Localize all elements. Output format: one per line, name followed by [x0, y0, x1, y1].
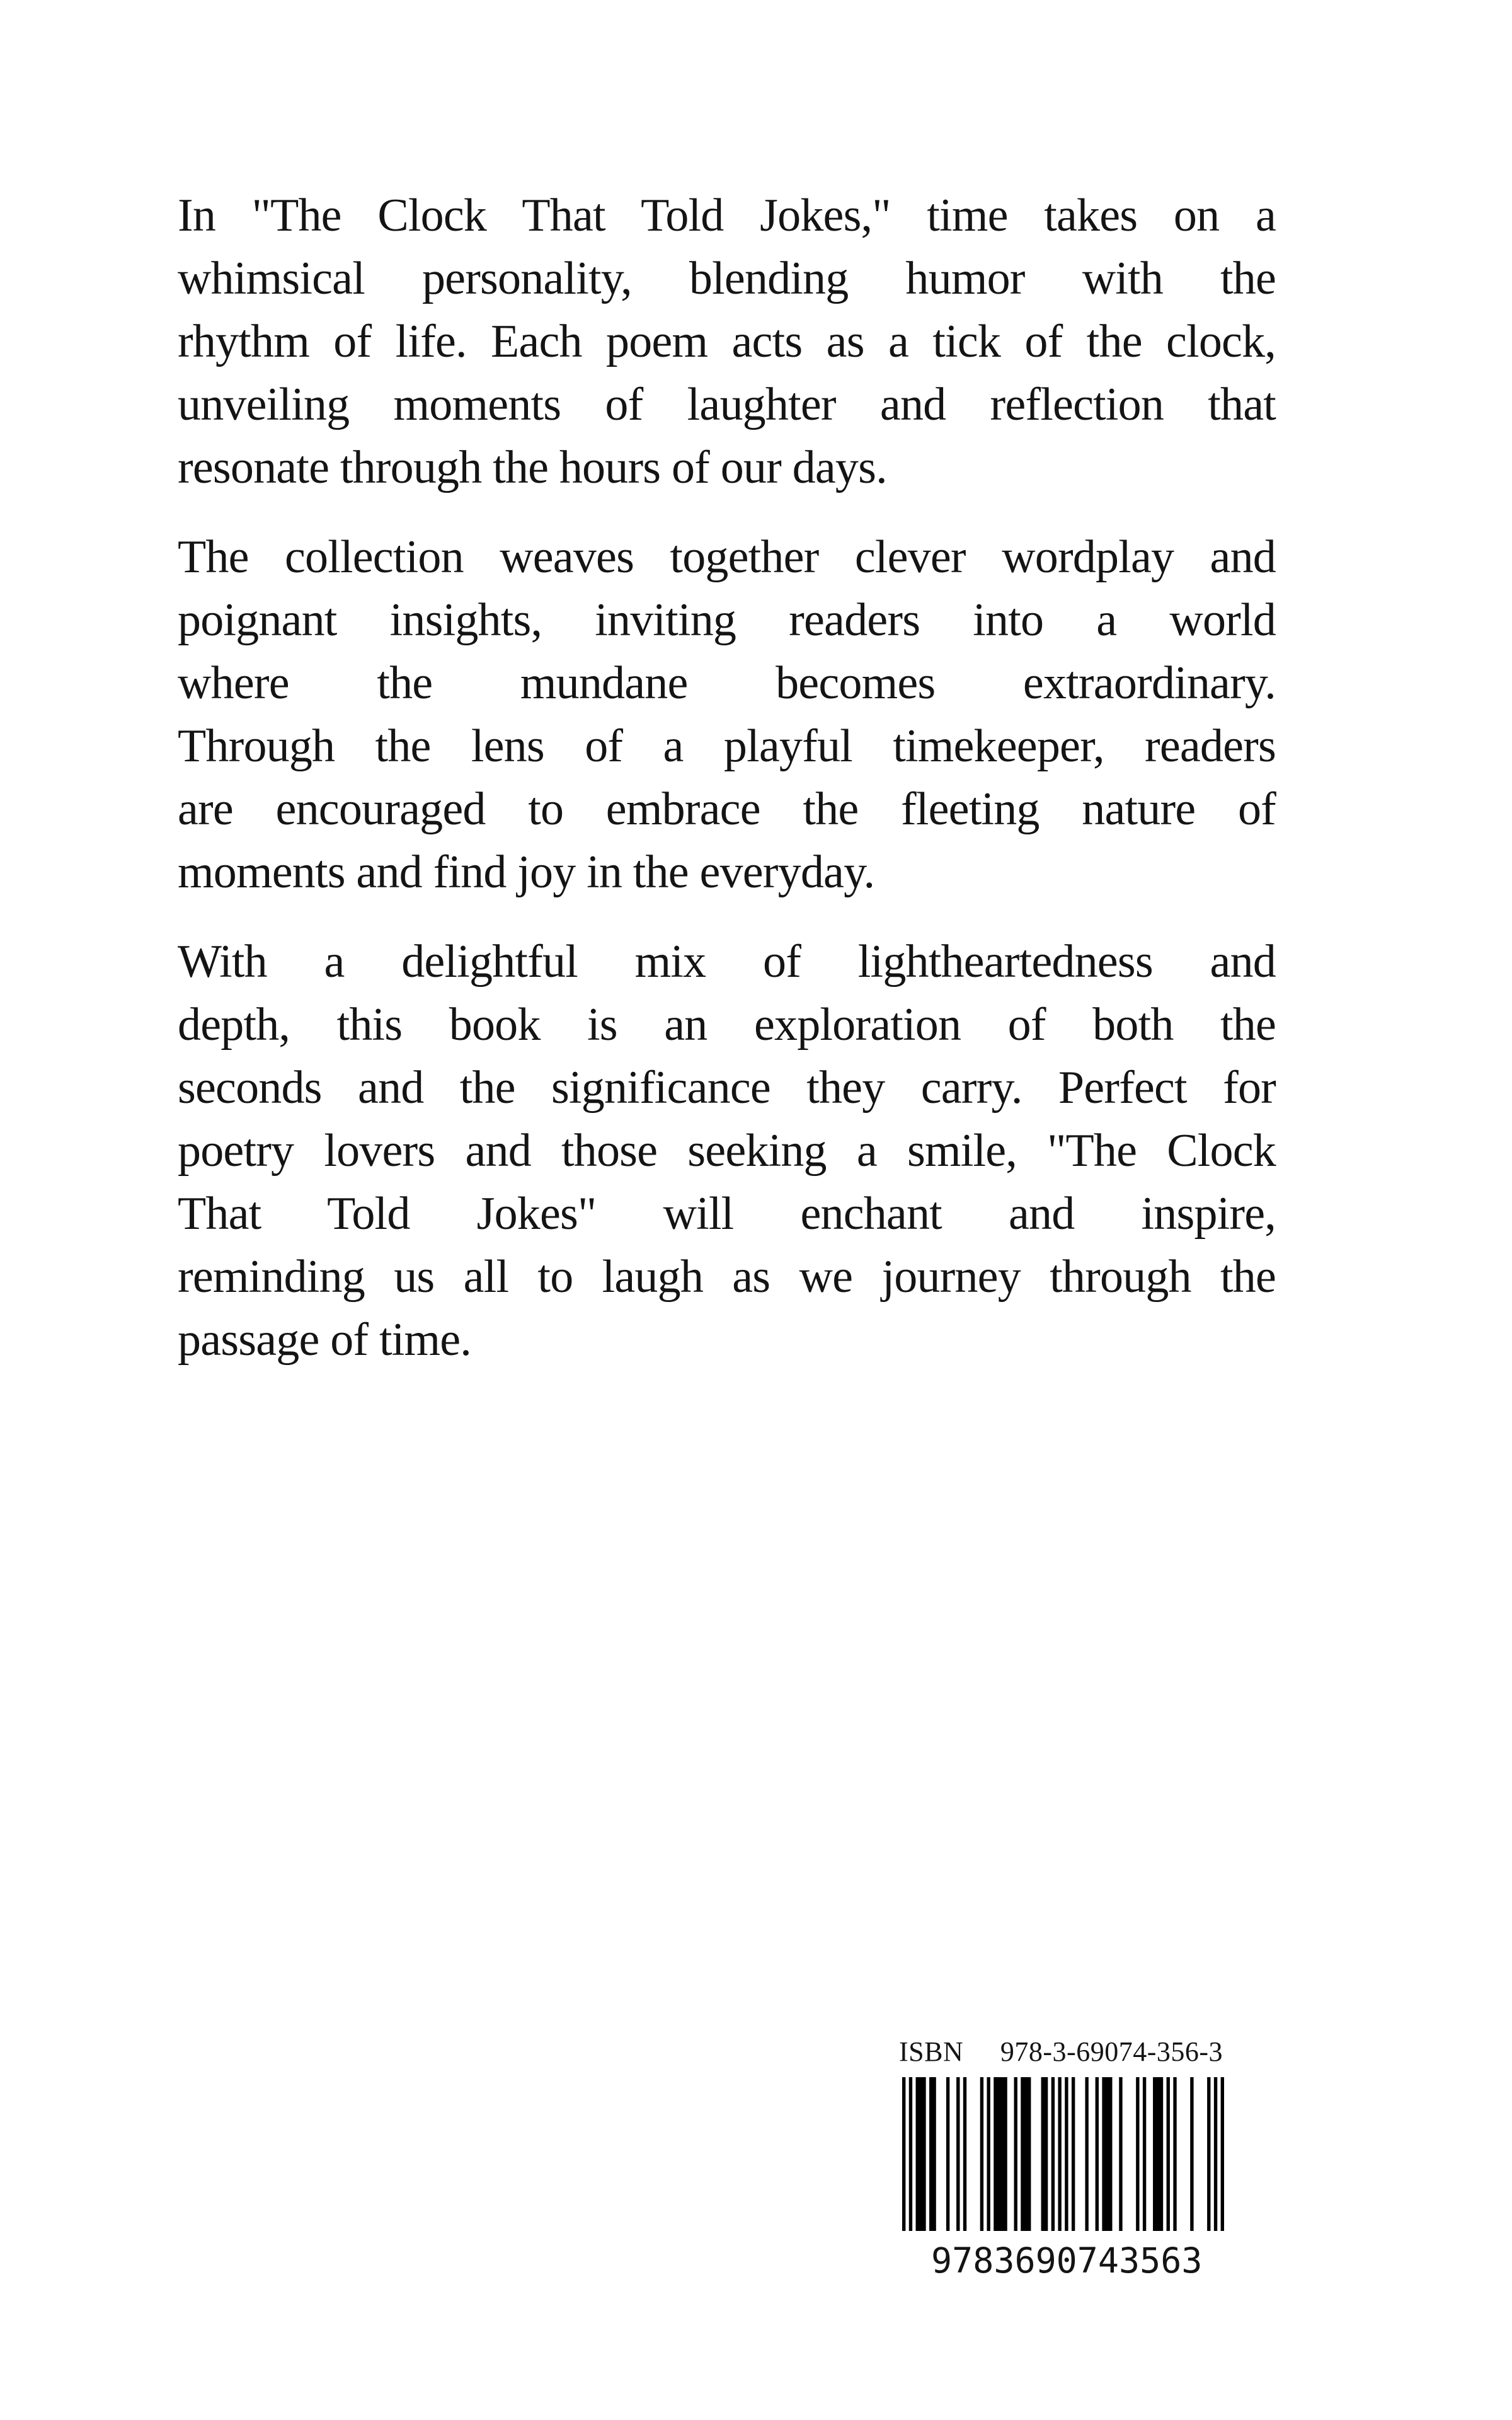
barcode-bar	[1041, 2077, 1048, 2231]
barcode-bar	[1136, 2077, 1139, 2231]
barcode-bar	[1102, 2077, 1112, 2231]
barcode-bar	[1014, 2077, 1017, 2231]
text-line: passage of time.	[178, 1314, 471, 1366]
barcode-bar	[1167, 2077, 1170, 2231]
text-line: In "The Clock That Told Jokes," time takes on a	[178, 190, 1276, 241]
barcode-bar	[916, 2077, 926, 2231]
text-line: where the mundane becomes extraordinary.	[178, 657, 1276, 709]
barcode-bar	[1119, 2077, 1122, 2231]
barcode-bar	[980, 2077, 983, 2231]
text-line: The collection weaves together clever wordplay and	[178, 531, 1276, 583]
barcode-bar	[987, 2077, 990, 2231]
barcode-bar	[1072, 2077, 1075, 2231]
blurb-paragraph-3	[178, 930, 1276, 1371]
barcode-bar	[1065, 2077, 1068, 2231]
barcode-bar	[963, 2077, 966, 2231]
isbn-label: ISBN 978-3-69074-356-3	[899, 2036, 1223, 2067]
text-line: moments and find joy in the everyday.	[178, 846, 875, 898]
text-line: reminding us all to laugh as we journey through the	[178, 1251, 1276, 1303]
barcode-bar	[1214, 2077, 1217, 2231]
barcode-bar	[1058, 2077, 1061, 2231]
blurb-text	[178, 184, 1276, 1398]
barcode-bar	[1221, 2077, 1224, 2231]
barcode-bar	[1051, 2077, 1055, 2231]
barcode-bar	[1096, 2077, 1099, 2231]
text-line: seconds and the significance they carry. Perfect for	[178, 1062, 1276, 1114]
text-line: whimsical personality, blending humor with the	[178, 253, 1276, 304]
text-line: Through the lens of a playful timekeeper, readers	[178, 720, 1276, 772]
blurb-paragraph-2	[178, 526, 1276, 904]
barcode-bar	[956, 2077, 959, 2231]
barcode-bar	[946, 2077, 949, 2231]
barcode-bar	[902, 2077, 905, 2231]
text-line: With a delightful mix of lightheartedness and	[178, 936, 1276, 988]
barcode	[902, 2077, 1224, 2231]
text-line: depth, this book is an exploration of both the	[178, 999, 1276, 1051]
text-line: unveiling moments of laughter and reflection that	[178, 379, 1276, 430]
barcode-bar	[929, 2077, 936, 2231]
barcode-bar	[1153, 2077, 1163, 2231]
barcode-bar	[1021, 2077, 1031, 2231]
isbn-barcode-block	[893, 2033, 1231, 2285]
text-line: rhythm of life. Each poem acts as a tick of the clock,	[178, 316, 1276, 367]
text-line: are encouraged to embrace the fleeting nature of	[178, 783, 1276, 835]
barcode-bar	[1173, 2077, 1176, 2231]
text-line: That Told Jokes" will enchant and inspire,	[178, 1188, 1276, 1240]
barcode-bar	[1207, 2077, 1210, 2231]
barcode-bar	[994, 2077, 1007, 2231]
barcode-bar	[909, 2077, 912, 2231]
barcode-bar	[1143, 2077, 1146, 2231]
text-line: poetry lovers and those seeking a smile, "The Clock	[178, 1125, 1276, 1177]
text-line: resonate through the hours of our days.	[178, 442, 887, 493]
blurb-paragraph-1	[178, 184, 1276, 499]
text-line: poignant insights, inviting readers into a world	[178, 594, 1276, 646]
barcode-bar	[1190, 2077, 1193, 2231]
barcode-bar	[1085, 2077, 1088, 2231]
barcode-digits: 9783690743563	[931, 2240, 1203, 2281]
